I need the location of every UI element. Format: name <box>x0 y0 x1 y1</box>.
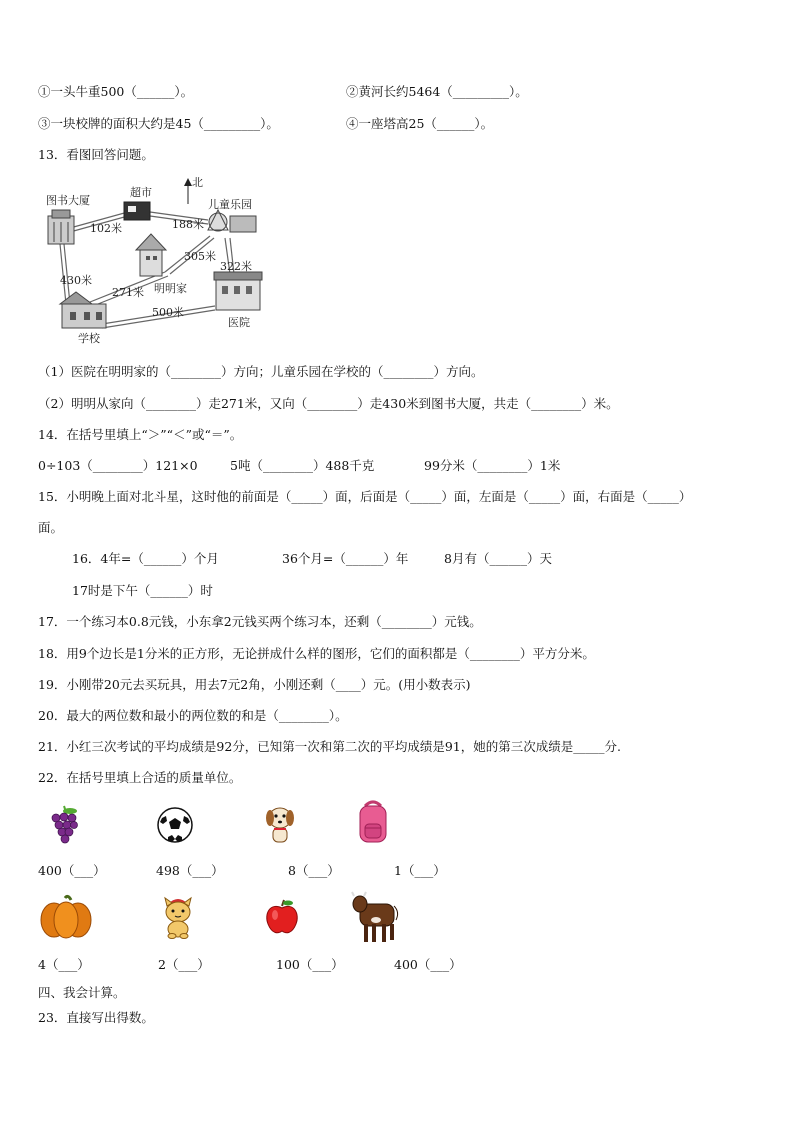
label-d500: 500米 <box>152 306 184 319</box>
label-d430: 430米 <box>60 274 92 287</box>
label-library: 图书大厦 <box>46 194 90 207</box>
q22-row1-item-1: 400（___） <box>38 863 106 878</box>
q15-line-2: 面。 <box>38 520 64 535</box>
label-d102: 102米 <box>90 222 122 235</box>
q16-item-3: 8月有（______）天 <box>444 551 552 566</box>
park-icon <box>208 210 256 232</box>
q13-sub2: （2）明明从家向（________）走271米，又向（________）走430米到图书大厦，共走（________）米。 <box>38 396 619 411</box>
map-diagram <box>40 176 270 346</box>
q22-row1-item-3: 8（___） <box>288 863 340 878</box>
q16-item-1: 16．4年=（______）个月 <box>72 551 219 566</box>
backpack-icon <box>352 798 394 846</box>
library-building-icon <box>48 210 74 244</box>
soccer-ball-icon <box>156 806 194 844</box>
label-hospital: 医院 <box>228 316 250 329</box>
q14-item-1: 0÷103（________）121×0 <box>38 458 198 473</box>
q15-line-1: 15．小明晚上面对北斗星，这时他的前面是（_____）面，后面是（_____）面，左面是（_____）面，右面是（_____） <box>38 489 692 504</box>
q22-row2-item-2: 2（___） <box>158 957 210 972</box>
home-icon <box>136 234 166 276</box>
label-home: 明明家 <box>154 282 187 295</box>
label-d188: 188米 <box>172 218 204 231</box>
q22-row1-item-4: 1（___） <box>394 863 446 878</box>
label-supermarket: 超市 <box>130 186 152 199</box>
q14-item-3: 99分米（________）1米 <box>424 458 561 473</box>
north-arrow-icon <box>184 178 192 204</box>
cow-icon <box>350 890 402 946</box>
q14-title: 14．在括号里填上“＞”“＜”或“＝”。 <box>38 427 243 442</box>
q13-title: 13．看图回答问题。 <box>38 147 154 162</box>
q12-item-3: ③一块校牌的面积大约是45（_________）。 <box>38 116 279 131</box>
section-heading: 四、我会计算。 <box>38 985 126 1000</box>
label-park: 儿童乐园 <box>208 198 252 211</box>
school-icon <box>60 292 106 328</box>
apple-icon <box>264 898 300 936</box>
label-d305: 305米 <box>184 250 216 263</box>
grapes-icon <box>46 804 82 848</box>
q14-item-2: 5吨（________）488千克 <box>230 458 375 473</box>
q16-item-4: 17时是下午（______）时 <box>72 583 213 598</box>
q17: 17．一个练习本0.8元钱，小东拿2元钱买两个练习本，还剩（________）元钱。 <box>38 614 482 629</box>
q12-item-4: ④一座塔高25（______）。 <box>346 116 494 131</box>
hospital-icon <box>214 272 262 310</box>
q22-title: 22．在括号里填上合适的质量单位。 <box>38 770 242 785</box>
label-school: 学校 <box>78 332 100 345</box>
supermarket-icon <box>124 202 150 220</box>
q12-item-1: ①一头牛重500（______）。 <box>38 84 194 99</box>
q19: 19．小刚带20元去买玩具，用去7元2角，小刚还剩（____）元。(用小数表示) <box>38 677 471 692</box>
q21: 21．小红三次考试的平均成绩是92分，已知第一次和第二次的平均成绩是91，她的第三次成绩是_____分. <box>38 739 621 754</box>
q13-sub1: （1）医院在明明家的（________）方向；儿童乐园在学校的（________）方向。 <box>38 364 484 379</box>
dog-toy-icon <box>262 802 298 846</box>
q12-item-2: ②黄河长约5464（_________）。 <box>346 84 528 99</box>
cat-toy-icon <box>158 894 198 940</box>
q22-row2-item-3: 100（___） <box>276 957 344 972</box>
q16-item-2: 36个月=（______）年 <box>282 551 409 566</box>
pumpkin-icon <box>38 894 94 940</box>
q18: 18．用9个边长是1分米的正方形，无论拼成什么样的图形，它们的面积都是（________）平方分米。 <box>38 646 595 661</box>
q20: 20．最大的两位数和最小的两位数的和是（________）。 <box>38 708 348 723</box>
q23: 23．直接写出得数。 <box>38 1010 154 1025</box>
q22-row2-item-4: 400（___） <box>394 957 462 972</box>
label-north: 北 <box>192 176 203 189</box>
label-d271: 271米 <box>112 286 144 299</box>
label-d322: 322米 <box>220 260 252 273</box>
q22-row1-item-2: 498（___） <box>156 863 224 878</box>
q22-row2-item-1: 4（___） <box>38 957 90 972</box>
